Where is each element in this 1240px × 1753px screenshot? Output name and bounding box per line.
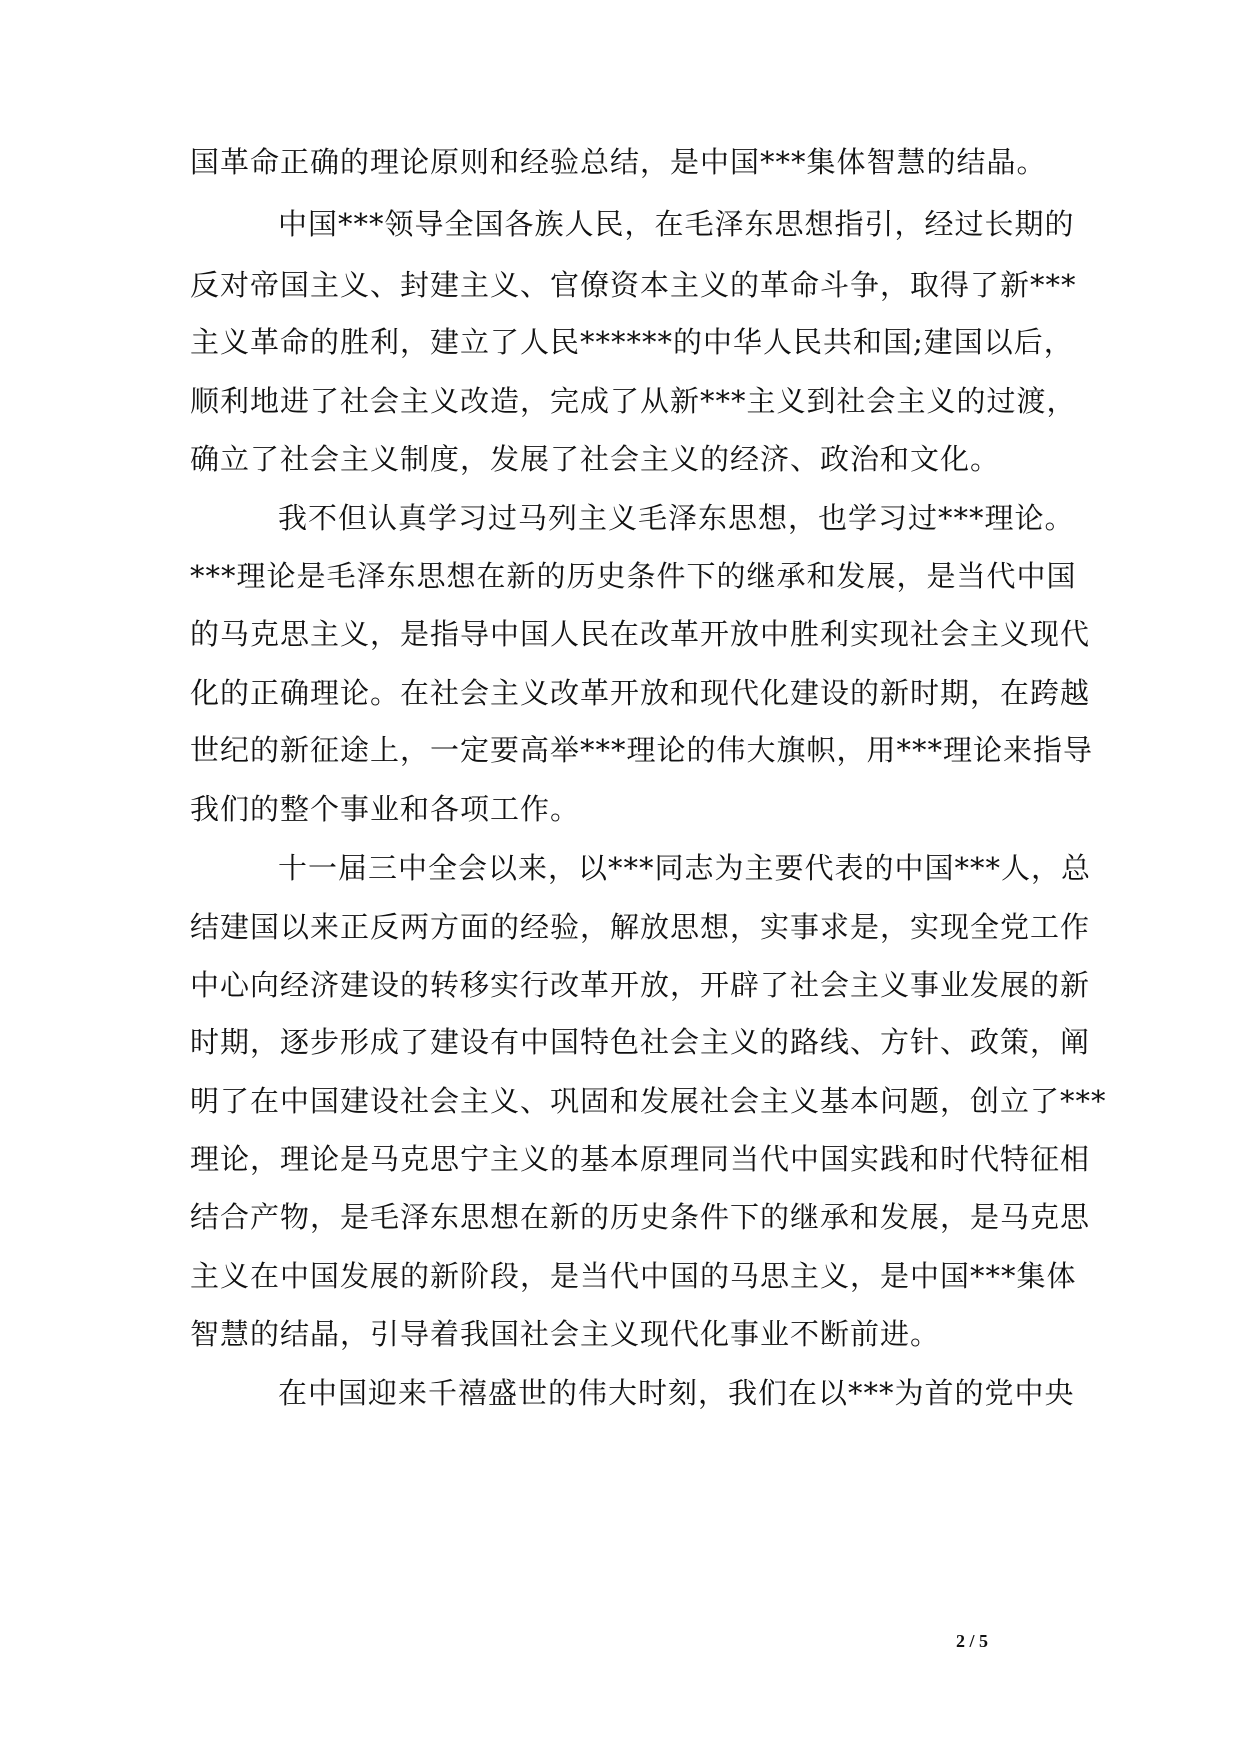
text-line: 反对帝国主义、封建主义、官僚资本主义的革命斗争，取得了新***: [190, 268, 1077, 302]
text-line: 国革命正确的理论原则和经验总结，是中国***集体智慧的结晶。: [190, 145, 1047, 179]
text-line: 的马克思主义，是指导中国人民在改革开放中胜利实现社会主义现代: [190, 617, 1091, 651]
paragraph-first-line: 十一届三中全会以来，以***同志为主要代表的中国***人，总: [278, 851, 1092, 885]
paragraph-first-line: 我不但认真学习过马列主义毛泽东思想，也学习过***理论。: [278, 501, 1075, 535]
text-line: 顺利地进了社会主义改造，完成了从新***主义到社会主义的过渡，: [190, 384, 1077, 418]
page-number: 2 / 5: [956, 1631, 989, 1651]
paragraph-first-line: 中国***领导全国各族人民，在毛泽东思想指引，经过长期的: [278, 207, 1075, 241]
text-line: 智慧的结晶，引导着我国社会主义现代化事业不断前进。: [190, 1317, 941, 1351]
text-line: 我们的整个事业和各项工作。: [190, 792, 581, 826]
text-line: 明了在中国建设社会主义、巩固和发展社会主义基本问题，创立了***: [190, 1084, 1107, 1118]
text-line: 化的正确理论。在社会主义改革开放和现代化建设的新时期，在跨越: [190, 676, 1091, 710]
text-line: 主义革命的胜利，建立了人民******的中华人民共和国;建国以后，: [190, 325, 1074, 359]
text-line: 世纪的新征途上，一定要高举***理论的伟大旗帜，用***理论来指导: [190, 733, 1094, 767]
text-line: 结建国以来正反两方面的经验，解放思想，实事求是，实现全党工作: [190, 910, 1091, 944]
text-line: 时期，逐步形成了建设有中国特色社会主义的路线、方针、政策，阐: [190, 1025, 1091, 1059]
text-line: 结合产物，是毛泽东思想在新的历史条件下的继承和发展，是马克思: [190, 1200, 1091, 1234]
text-line: 理论，理论是马克思宁主义的基本原理同当代中国实践和时代特征相: [190, 1142, 1091, 1176]
text-line: 中心向经济建设的转移实行改革开放，开辟了社会主义事业发展的新: [190, 968, 1091, 1002]
paragraph-first-line: 在中国迎来千禧盛世的伟大时刻，我们在以***为首的党中央: [278, 1376, 1075, 1410]
text-line: 确立了社会主义制度，发展了社会主义的经济、政治和文化。: [190, 442, 1001, 476]
text-line: 主义在中国发展的新阶段，是当代中国的马思主义，是中国***集体: [190, 1259, 1077, 1293]
text-line: ***理论是毛泽东思想在新的历史条件下的继承和发展，是当代中国: [190, 559, 1077, 593]
